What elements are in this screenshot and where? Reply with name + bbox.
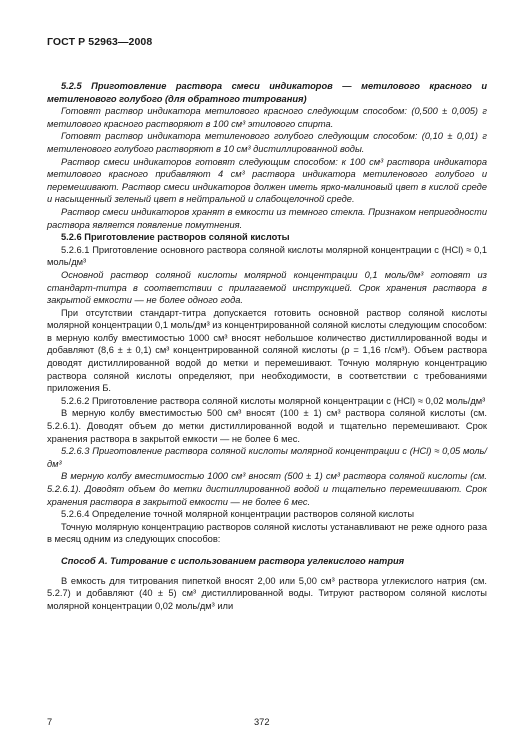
section-heading: 5.2.5 Приготовление раствора смеси индикаторов — метилового красного и метиленового голубого (для обратного титрования) — [47, 81, 487, 104]
method-heading: Способ А. Титрование с использованием раствора углекислого натрия — [61, 555, 405, 566]
subsection-title: 5.2.6.3 Приготовление раствора соляной кислоты молярной концентрации c (HCl) ≈ 0,05 моль/дм³ — [47, 446, 487, 469]
paragraph: Точную молярную концентрацию растворов соляной кислоты устанавливают не реже одного раза в месяц одним из следующих способов: — [47, 521, 487, 545]
paragraph: Раствор смеси индикаторов готовят следующим способом: к 100 см³ раствора индикатора метилового красного прибавляют 4 см³ раствора индикатора метиленового голубого и перемешивают. Раствор смеси индикаторов должен иметь ярко-малиновый цвет в кислой среде и насыщенный зеленый цвет в нейтральной и слабощелочной среде. — [47, 156, 487, 205]
page-number-center: 372 — [254, 717, 270, 727]
paragraph: При отсутствии стандарт-титра допускается готовить основной раствор соляной кислоты молярной концентрации 0,1 моль/дм³ из концентрированной соляной кислоты следующим способом: в мерную колбу вместимостью 1000 см³ вносят небольшое количество дистиллированной воды и добавляют (8,6 ± ± 0,1) см³ концентрированной соляной кислоты (ρ = 1,16 г/см³). Объем раствора доводят дистиллированной водой до метки и перемешивают. Точную молярную концентрацию раствора соляной кислоты определяют, при необходимости, в соответствии с требованиями приложения Б. — [47, 307, 487, 394]
paragraph: Готовят раствор индикатора метиленового голубого следующим способом: (0,10 ± 0,01) г метиленового голубого растворяют в 10 см³ дистиллированной воды. — [47, 131, 487, 154]
page-number-left: 7 — [47, 717, 53, 727]
page-header: ГОСТ Р 52963—2008 — [47, 36, 153, 48]
document-body — [47, 80, 487, 612]
subsection-title: 5.2.6.2 Приготовление раствора соляной кислоты молярной концентрации c (HCl) ≈ 0,02 моль/дм³ — [61, 395, 486, 406]
subsection-title: 5.2.6.4 Определение точной молярной концентрации растворов соляной кислоты — [61, 509, 415, 520]
paragraph: Раствор смеси индикаторов хранят в емкости из темного стекла. Признаком непригодности раствора является появление помутнения. — [47, 206, 487, 230]
subsection-title: 5.2.6.1 Приготовление основного раствора соляной кислоты молярной концентрации c (HCl) ≈ 0,1 моль/дм³ — [47, 244, 487, 268]
section-heading: 5.2.6 Приготовление растворов соляной кислоты — [61, 232, 290, 243]
paragraph: Основной раствор соляной кислоты молярной концентрации 0,1 моль/дм³ готовят из стандарт-титра в соответствии с прилагаемой инструкцией. Срок хранения раствора в закрытой емкости — не более одного года. — [47, 269, 487, 306]
paragraph: В мерную колбу вместимостью 1000 см³ вносят (500 ± 1) см³ раствора соляной кислоты (см. 5.2.6.1). Доводят объем до метки дистиллированной водой и тщательно перемешивают. Срок хранения раствора в закрытой емкости — не более 6 мес. — [47, 471, 487, 507]
paragraph: В мерную колбу вместимостью 500 см³ вносят (100 ± 1) см³ раствора соляной кислоты (см. 5.2.6.1). Доводят объем до метки дистиллированной водой и тщательно перемешивают. Срок хранения раствора в закрытой емкости — не более 6 мес. — [47, 408, 487, 444]
paragraph: В емкость для титрования пипеткой вносят 2,00 или 5,00 см³ раствора углекислого натрия (см. 5.2.7) и добавляют (40 ± 5) см³ дистиллированной воды. Титруют раствором соляной кислоты молярной концентрации 0,02 моль/дм³ или — [47, 575, 487, 611]
paragraph: Готовят раствор индикатора метилового красного следующим способом: (0,500 ± 0,005) г метилового красного растворяют в 100 см³ этилового спирта. — [47, 106, 487, 129]
